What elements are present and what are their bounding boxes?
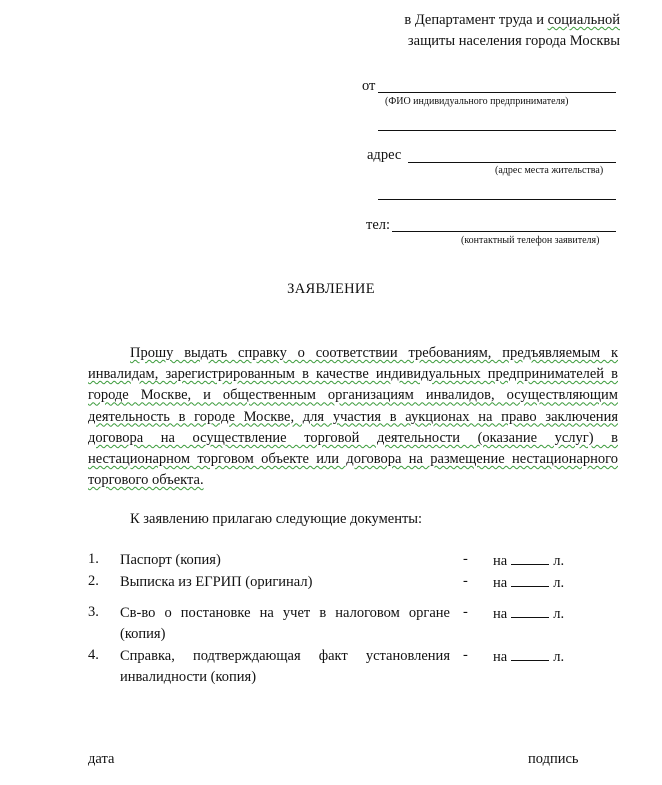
application-body-text: Прошу выдать справку о соответствии требованиям, предъявляемым к инвалидам, зарегистрированным в качестве индивидуальных предпринимателей в городе Москве, и общественным организациям инвалидов, осуществляющим деятельность в городе Москве, для участия в аукционах на право заключения договора на осуществление торговой деятельности (оказание услуг) в нестационарном торговом объекте или договора на размещение нестационарного торгового объекта. (88, 345, 618, 489)
from-field-line-2[interactable] (378, 130, 616, 131)
address-field-line-2[interactable] (378, 199, 616, 200)
document-dash: - (463, 647, 468, 663)
document-dash: - (463, 573, 468, 589)
from-hint: (ФИО индивидуального предпринимателя) (385, 96, 569, 107)
document-title: ЗАЯВЛЕНИЕ (287, 281, 375, 297)
document-dash: - (463, 551, 468, 567)
pages-count-field[interactable] (511, 646, 549, 661)
document-number: 1. (88, 551, 99, 567)
from-field[interactable] (378, 92, 616, 93)
attachments-intro: К заявлению прилагаю следующие документы: (130, 511, 423, 527)
document-title-text: Выписка из ЕГРИП (оригинал) (120, 574, 313, 590)
document-number: 4. (88, 647, 99, 663)
document-pages: на л. (493, 603, 564, 624)
document-number: 3. (88, 604, 99, 620)
address-field[interactable] (408, 162, 616, 163)
addressee-block (380, 10, 620, 52)
address-label: адрес (367, 147, 402, 163)
phone-field[interactable] (392, 231, 616, 232)
document-title-text: Справка, подтверждающая факт установления инвалидности (копия) (120, 648, 450, 685)
signature-label: подпись (528, 751, 579, 767)
document-dash: - (463, 604, 468, 620)
phone-hint: (контактный телефон заявителя) (461, 235, 600, 246)
addressee-line-2: защиты населения города Москвы (407, 33, 620, 49)
addressee-line-1-prefix: в Департамент труда и (404, 12, 548, 28)
phone-label: тел: (366, 217, 391, 233)
pages-count-field[interactable] (511, 572, 549, 587)
application-body (88, 343, 618, 491)
document-pages: на л. (493, 646, 564, 667)
pages-count-field[interactable] (511, 603, 549, 618)
from-label: от (362, 78, 376, 94)
document-pages: на л. (493, 572, 564, 593)
addressee-line-1-squiggle: социальной (547, 12, 620, 28)
document-number: 2. (88, 573, 99, 589)
document-title-text: Паспорт (копия) (120, 552, 221, 568)
document-pages: на л. (493, 550, 564, 571)
date-label: дата (88, 751, 115, 767)
pages-count-field[interactable] (511, 550, 549, 565)
address-hint: (адрес места жительства) (495, 165, 604, 176)
document-title-text: Св-во о постановке на учет в налоговом органе (копия) (120, 605, 450, 642)
